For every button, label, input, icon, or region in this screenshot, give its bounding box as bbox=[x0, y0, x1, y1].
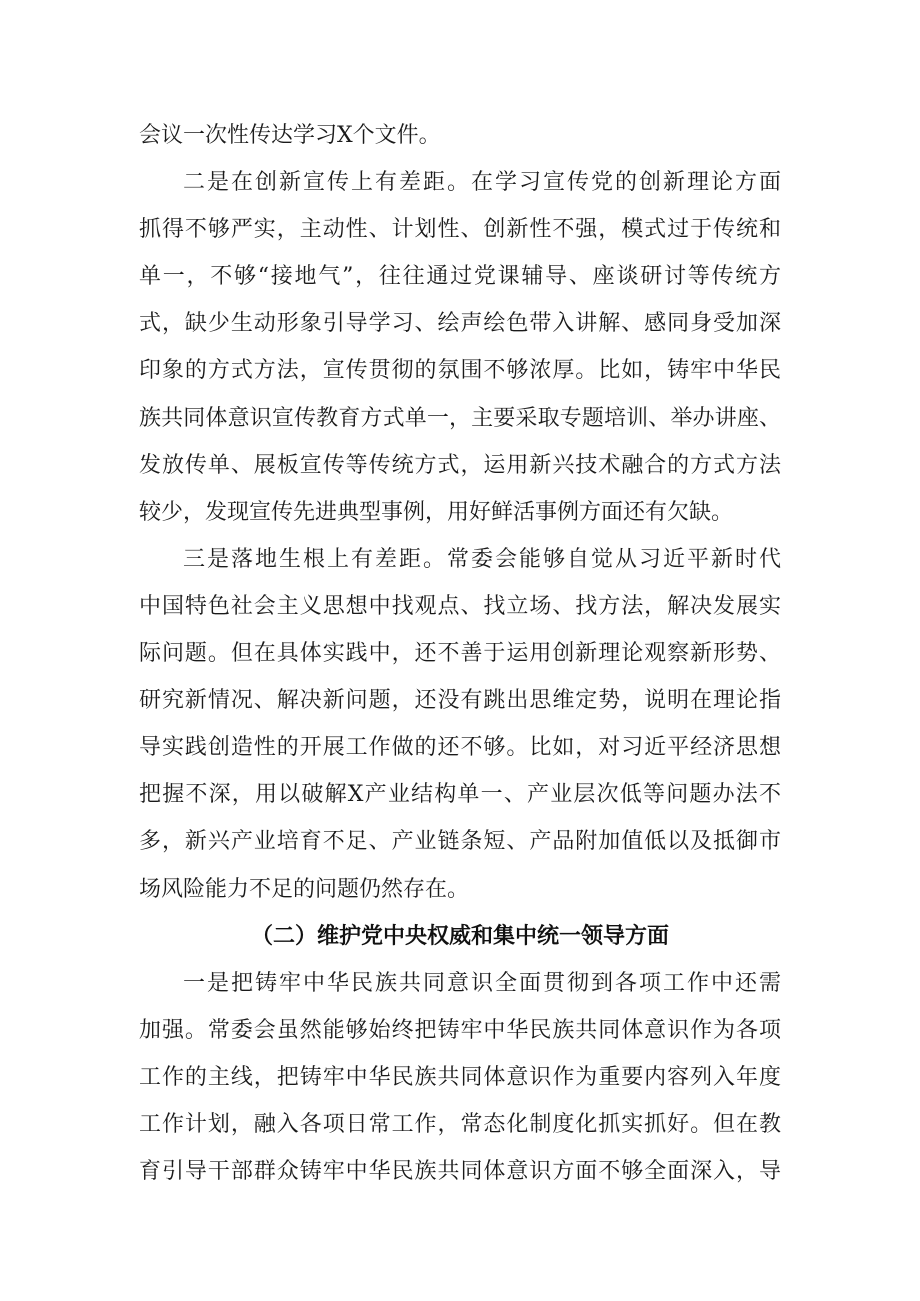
text-line: 研究新情况、解决新问题，还没有跳出思维定势，说明在理论指 bbox=[139, 688, 781, 714]
text-line: 较少，发现宣传先进典型事例，用好鲜活事例方面还有欠缺。 bbox=[139, 499, 734, 525]
text-line: 加强。常委会虽然能够始终把铸牢中华民族共同体意识作为各项 bbox=[139, 1017, 781, 1043]
text-line: 场风险能力不足的问题仍然存在。 bbox=[139, 876, 470, 902]
text-line: 导实践创造性的开展工作做的还不够。比如，对习近平经济思想 bbox=[139, 735, 781, 761]
text-line: 式，缺少生动形象引导学习、绘声绘色带入讲解、感同身受加深 bbox=[139, 311, 781, 337]
text-line: 印象的方式方法，宣传贯彻的氛围不够浓厚。比如，铸牢中华民 bbox=[139, 358, 781, 384]
text-line: 工作计划，融入各项日常工作，常态化制度化抓实抓好。但在教 bbox=[139, 1111, 781, 1137]
text-line: 际问题。但在具体实践中，还不善于运用创新理论观察新形势、 bbox=[139, 641, 781, 667]
text-line: 工作的主线，把铸牢中华民族共同体意识作为重要内容列入年度 bbox=[139, 1064, 781, 1090]
paragraph-start-line: 三是落地生根上有差距。常委会能够自觉从习近平新时代 bbox=[183, 546, 781, 572]
text-line: 抓得不够严实，主动性、计划性、创新性不强，模式过于传统和 bbox=[139, 217, 781, 243]
text-line: 族共同体意识宣传教育方式单一，主要采取专题培训、举办讲座、 bbox=[139, 405, 781, 431]
text-line: 单一，不够“接地气”，往往通过党课辅导、座谈研讨等传统方 bbox=[139, 264, 781, 290]
text-line: 把握不深，用以破解X产业结构单一、产业层次低等问题办法不 bbox=[139, 782, 781, 808]
text-line: 发放传单、展板宣传等传统方式，运用新兴技术融合的方式方法 bbox=[139, 452, 781, 478]
text-line: 会议一次性传达学习X个文件。 bbox=[139, 123, 441, 148]
document-body bbox=[139, 112, 781, 1195]
text-line: 中国特色社会主义思想中找观点、找立场、找方法，解决发展实 bbox=[139, 593, 781, 619]
section-heading: （二）维护党中央权威和集中统一领导方面 bbox=[250, 923, 669, 949]
text-line: 多，新兴产业培育不足、产业链条短、产品附加值低以及抵御市 bbox=[139, 829, 781, 855]
paragraph-start-line: 二是在创新宣传上有差距。在学习宣传党的创新理论方面 bbox=[183, 170, 781, 196]
text-line: 育引导干部群众铸牢中华民族共同体意识方面不够全面深入，导 bbox=[139, 1159, 781, 1185]
paragraph-start-line: 一是把铸牢中华民族共同意识全面贯彻到各项工作中还需 bbox=[183, 970, 781, 996]
